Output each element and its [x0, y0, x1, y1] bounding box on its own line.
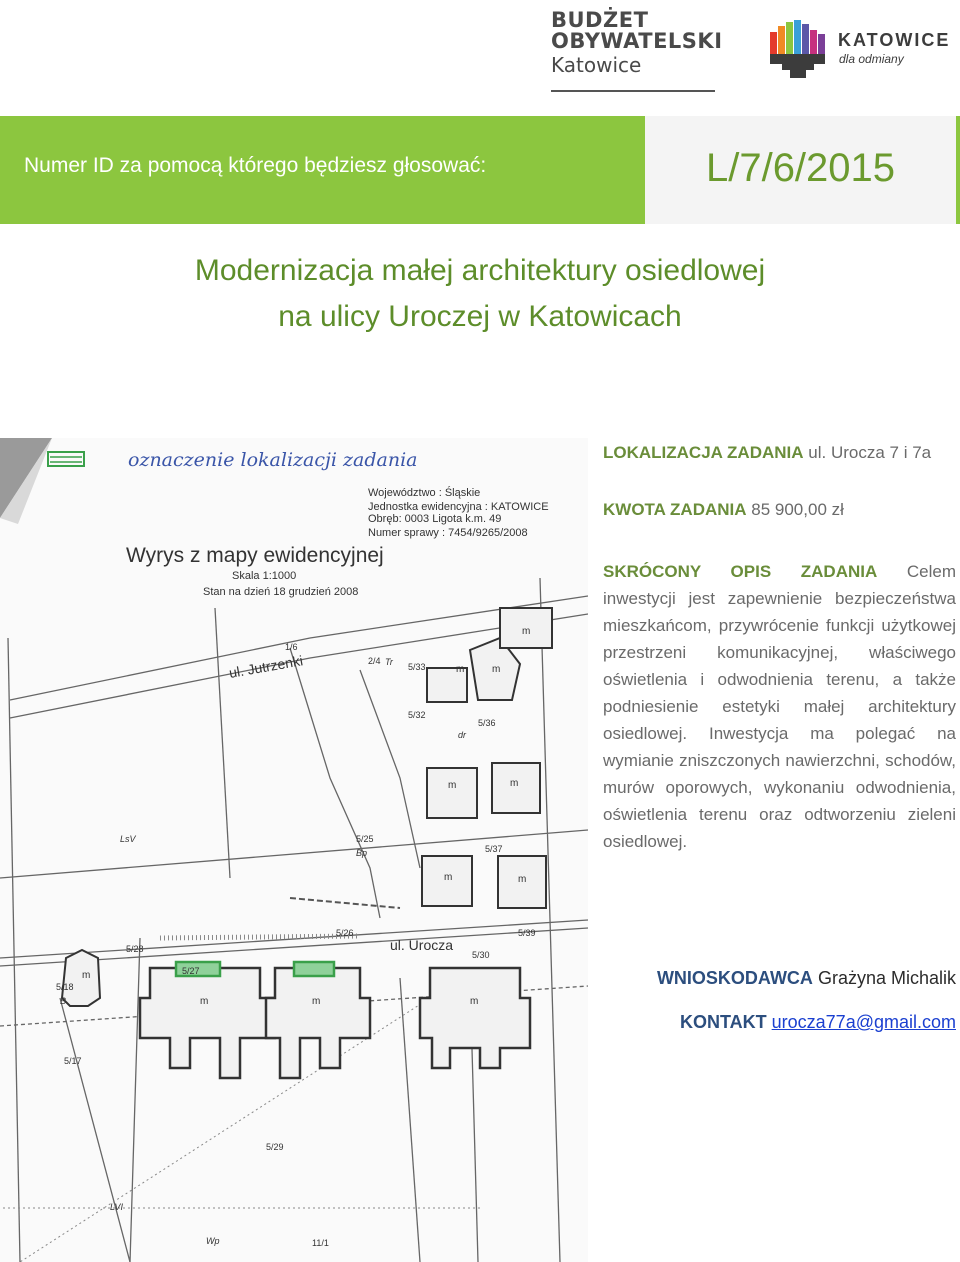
map-header-3: Obręb: 0003 Ligota k.m. 49 — [368, 513, 502, 525]
katowice-wordmark: KATOWICE — [838, 30, 951, 50]
title-line-2: na ulicy Uroczej w Katowicach — [278, 300, 682, 333]
parcel-label: 5/17 — [64, 1056, 82, 1066]
applicant-value: Grażyna Michalik — [817, 968, 956, 988]
parcel-label: 5/27 — [182, 966, 200, 976]
building-mark: m — [456, 664, 465, 675]
location-line — [603, 443, 956, 463]
logo-line-1: BUDŻET — [551, 8, 649, 32]
parcel-label: 5/30 — [472, 950, 490, 960]
logo-line-3: Katowice — [551, 53, 642, 77]
contact-label: KONTAKT — [679, 1012, 767, 1032]
land-label: LVI — [110, 1202, 124, 1212]
amount-value: 85 900,00 zł — [751, 500, 844, 519]
street-jutrzenki: ul. Jutrzenki — [227, 652, 305, 681]
map-header-1: Województwo : Śląskie — [368, 487, 481, 499]
land-label: B — [60, 996, 67, 1006]
location-value: ul. Urocza 7 i 7a — [808, 443, 932, 462]
katowice-emblem-icon — [768, 20, 828, 80]
budzet-obywatelski-logo — [551, 8, 723, 94]
contact-email-link[interactable]: urocza77a@gmail.com — [771, 1012, 956, 1032]
building-mark: m — [518, 874, 527, 885]
building-mark: m — [522, 626, 531, 637]
description-block — [603, 558, 956, 855]
vote-id-label: Numer ID za pomocą którego będziesz głosować: — [24, 154, 487, 177]
parcel-label: 5/28 — [126, 944, 144, 954]
land-label: Tr — [385, 657, 393, 667]
parcel-label: 5/29 — [266, 1142, 284, 1152]
parcel-label: 5/37 — [485, 844, 503, 854]
katowice-tagline: dla odmiany — [839, 52, 904, 66]
parcel-label: 5/32 — [408, 710, 426, 720]
map-header-2: Jednostka ewidencyjna : KATOWICE — [368, 501, 549, 513]
building — [427, 768, 477, 818]
parcel-label: 5/26 — [336, 928, 354, 938]
project-location-marker — [294, 962, 334, 976]
parcel-label: 2/4 — [368, 656, 381, 666]
street-urocza: ul. Urocza — [390, 937, 454, 953]
building-mark: m — [448, 780, 457, 791]
building-mark: m — [444, 872, 453, 883]
parcel-label: 5/33 — [408, 662, 426, 672]
parcel-label: 5/36 — [478, 718, 496, 728]
land-label: Wp — [206, 1236, 220, 1246]
building-mark: m — [510, 778, 519, 789]
katowice-logo — [760, 16, 958, 88]
amount-label: KWOTA ZADANIA — [603, 500, 747, 519]
vote-id-value: L/7/6/2015 — [705, 146, 896, 190]
handwritten-note: oznaczenie lokalizacji zadania — [128, 449, 418, 471]
building-mark: m — [312, 996, 321, 1007]
cadastral-map — [0, 438, 588, 1262]
title-line-1: Modernizacja małej architektury osiedlowej — [194, 254, 766, 287]
map-state-date: Stan na dzień 18 grudzień 2008 — [203, 586, 359, 598]
parcel-label: 5/25 — [356, 834, 374, 844]
map-scale: Skala 1:1000 — [232, 570, 297, 582]
contact-line — [680, 1012, 956, 1033]
applicant-line — [657, 968, 956, 989]
project-title — [0, 248, 960, 340]
parcel-label: 5/18 — [56, 982, 74, 992]
map-header-4: Numer sprawy : 7454/9265/2008 — [368, 527, 528, 539]
location-label: LOKALIZACJA ZADANIA — [603, 443, 804, 462]
land-label: Bp — [356, 848, 368, 858]
description-text: Celem inwestycji jest zapewnienie bezpieczeństwa mieszkańcom, przywrócenie funkcji użytkowej przestrzeni komunikacyjnej, właściwego oświetlenia i odwodnienia terenu, a także podniesienie estetyki małej architektury osiedlowej. Inwestycja ma polegać na wymianie zniszczonych nawierzchni, schodów, murów oporowych, wykonaniu odwodnienia, oświetlenia terenu oraz odtworzeniu zieleni osiedlowej. — [603, 562, 956, 851]
description-label: SKRÓCONY OPIS ZADANIA — [603, 562, 878, 581]
building — [62, 950, 100, 1006]
building-mark: m — [82, 970, 91, 981]
land-label: dr — [458, 730, 467, 740]
logo-line-2: OBYWATELSKI — [551, 29, 723, 53]
logo-underline — [551, 90, 715, 92]
applicant-label: WNIOSKODAWCA — [656, 968, 813, 988]
parcel-label: 11/1 — [312, 1238, 329, 1248]
parcel-label: 5/39 — [518, 928, 536, 938]
land-label: LsV — [120, 834, 136, 844]
wyrys-title: Wyrys z mapy ewidencyjnej — [126, 544, 384, 567]
amount-line — [603, 500, 956, 520]
parcel-label: 1/6 — [285, 642, 298, 652]
building-mark: m — [200, 996, 209, 1007]
building-mark: m — [470, 996, 479, 1007]
building-mark: m — [492, 664, 501, 675]
